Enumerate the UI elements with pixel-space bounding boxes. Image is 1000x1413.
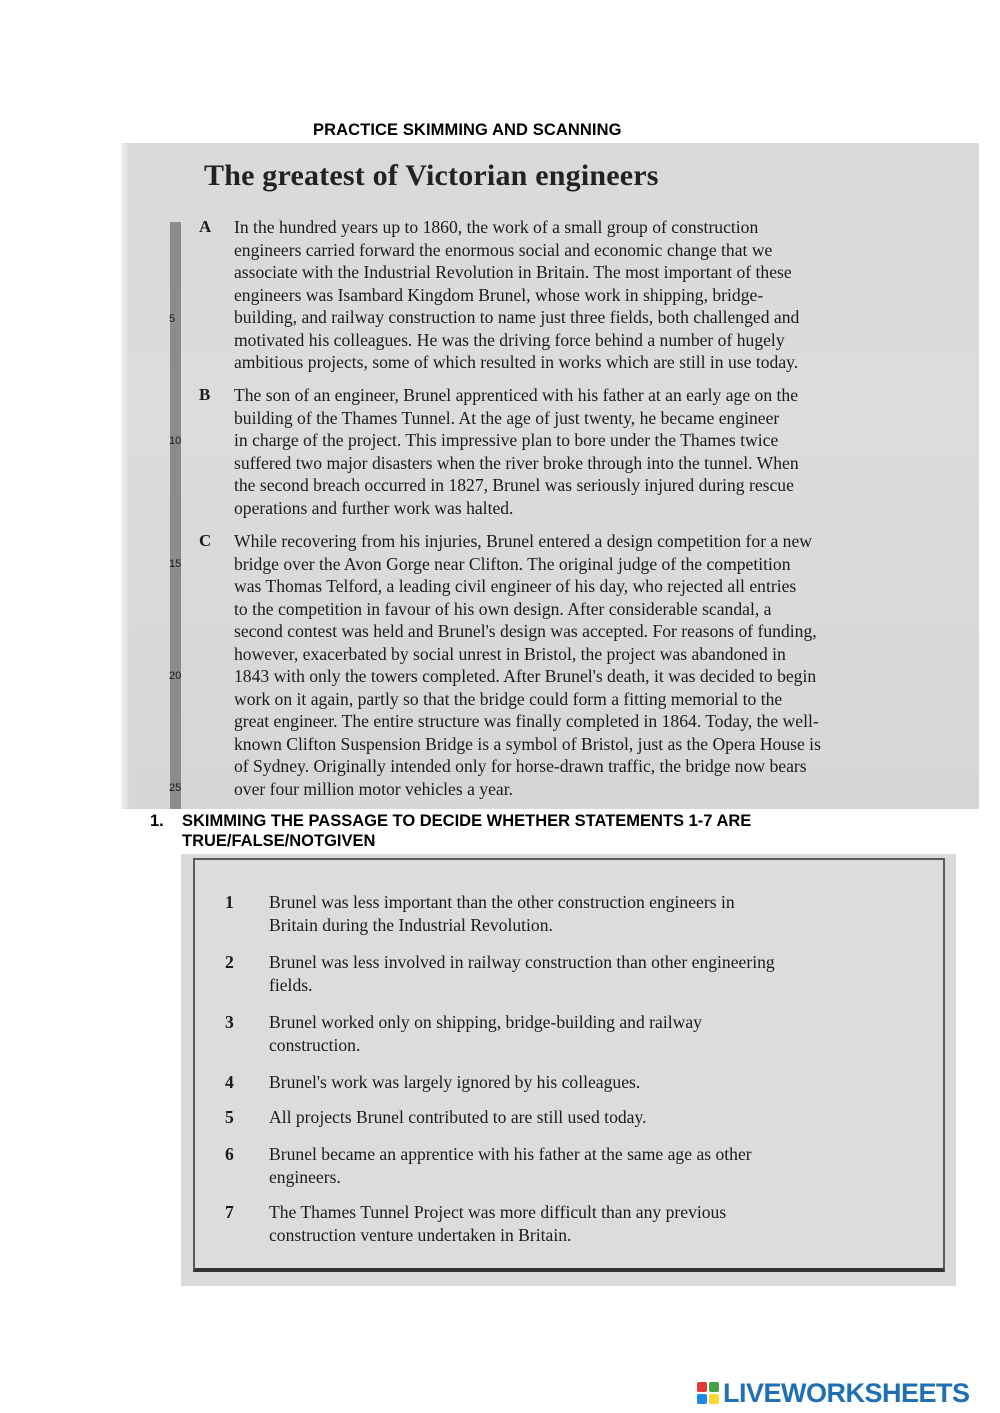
statement-text [269,1143,925,1188]
text-line: construction venture undertaken in Britain. [269,1224,572,1245]
line-number: 15 [169,558,182,570]
statement-number: 4 [225,1072,234,1092]
line-number: 10 [169,435,182,447]
text-line: however, exacerbated by social unrest in Bristol, the project was abandoned in [234,643,786,664]
statement-text [269,1201,925,1246]
paragraph-text [234,530,945,800]
liveworksheets-logo[interactable] [697,1378,970,1408]
text-line: over four million motor vehicles a year. [234,778,513,799]
text-line: operations and further work was halted. [234,497,514,518]
paragraph-letter: A [199,217,212,236]
instruction-text: SKIMMING THE PASSAGE TO DECIDE WHETHER STATEMENTS 1-7 ARE TRUE/FALSE/NOTGIVEN [182,812,752,850]
line-number-bar [170,222,181,809]
statement-item [225,1143,925,1188]
text-line: All projects Brunel contributed to are still used today. [269,1107,647,1127]
paragraph-b [199,384,945,519]
statement-number: 2 [225,952,234,972]
passage-scan [121,143,979,809]
paragraph-text [234,216,945,374]
statement-item [225,891,925,936]
statement-text [269,1071,925,1094]
statement-number: 1 [225,892,234,912]
text-line: ambitious projects, some of which resulted in works which are still in use today. [234,352,799,372]
text-line: great engineer. The entire structure was finally completed in 1864. Today, the well- [234,711,819,731]
text-line: in charge of the project. This impressive plan to bore under the Thames twice [234,430,779,450]
text-line: In the hundred years up to 1860, the work of a small group of construction [234,217,759,237]
statement-item [225,1071,925,1094]
text-line: of Sydney. Originally intended only for horse-drawn traffic, the bridge now bears [234,756,807,776]
text-line: fields. [269,974,313,995]
statement-number: 5 [225,1107,234,1127]
line-number: 20 [169,670,182,682]
statement-text [269,1011,925,1056]
text-line: motivated his colleagues. He was the driving force behind a number of hugely [234,329,785,350]
statement-item [225,1201,925,1246]
text-line: the second breach occurred in 1827, Brunel was seriously injured during rescue [234,475,794,495]
logo-text: LIVEWORKSHEETS [723,1377,970,1408]
text-line: construction. [269,1034,361,1055]
text-line: was Thomas Telford, a leading civil engineer of his day, who rejected all entries [234,576,797,596]
paragraph-c [199,530,945,800]
text-line: engineers was Isambard Kingdom Brunel, whose work in shipping, bridge- [234,284,764,305]
statement-number: 7 [225,1202,234,1222]
text-line: associate with the Industrial Revolution in Britain. The most important of these [234,262,792,282]
text-line: building of the Thames Tunnel. At the age of just twenty, he became engineer [234,407,780,428]
paragraph-text [234,384,945,519]
text-line: Brunel was less important than the other construction engineers in [269,892,735,912]
statement-text [269,951,925,996]
statements-box [193,858,945,1272]
statement-item [225,1106,925,1129]
text-line: engineers. [269,1166,341,1187]
text-line: work on it again, partly so that the bridge could form a fitting memorial to the [234,688,783,709]
statement-number: 3 [225,1012,234,1032]
text-line: building, and railway construction to name just three fields, both challenged and [234,307,800,327]
text-line: Brunel became an apprentice with his father at the same age as other [269,1144,752,1164]
text-line: engineers carried forward the enormous social and economic change that we [234,239,773,260]
text-line: The Thames Tunnel Project was more difficult than any previous [269,1202,727,1222]
text-line: Brunel worked only on shipping, bridge-building and railway [269,1012,702,1032]
instruction-number: 1. [150,812,164,830]
statement-item [225,1011,925,1056]
paragraph-letter: C [199,531,212,550]
line-number: 5 [169,313,176,325]
paragraph-a [199,216,945,374]
text-line: The son of an engineer, Brunel apprenticed with his father at an early age on the [234,385,799,405]
text-line: Brunel was less involved in railway construction than other engineering [269,952,775,972]
text-line: Britain during the Industrial Revolution. [269,914,553,935]
text-line: second contest was held and Brunel's design was accepted. For reasons of funding, [234,621,817,641]
statement-number: 6 [225,1144,234,1164]
text-line: While recovering from his injuries, Brunel entered a design competition for a new [234,531,812,551]
passage-title: The greatest of Victorian engineers [204,159,659,192]
page-heading: PRACTICE SKIMMING AND SCANNING [313,121,622,139]
logo-mark-icon [697,1382,719,1404]
text-line: bridge over the Avon Gorge near Clifton. The original judge of the competition [234,553,791,574]
paragraph-letter: B [199,385,211,404]
line-number: 25 [169,782,182,794]
text-line: suffered two major disasters when the river broke through into the tunnel. When [234,452,799,473]
text-line: Brunel's work was largely ignored by his colleagues. [269,1072,641,1092]
instruction [150,811,910,851]
text-line: known Clifton Suspension Bridge is a symbol of Bristol, just as the Opera House is [234,733,821,754]
text-line: 1843 with only the towers completed. After Brunel's death, it was decided to begin [234,666,817,686]
statements-scan [181,854,956,1286]
statement-item [225,951,925,996]
statement-text [269,891,925,936]
statement-text [269,1106,925,1129]
text-line: to the competition in favour of his own design. After considerable scandal, a [234,598,772,619]
